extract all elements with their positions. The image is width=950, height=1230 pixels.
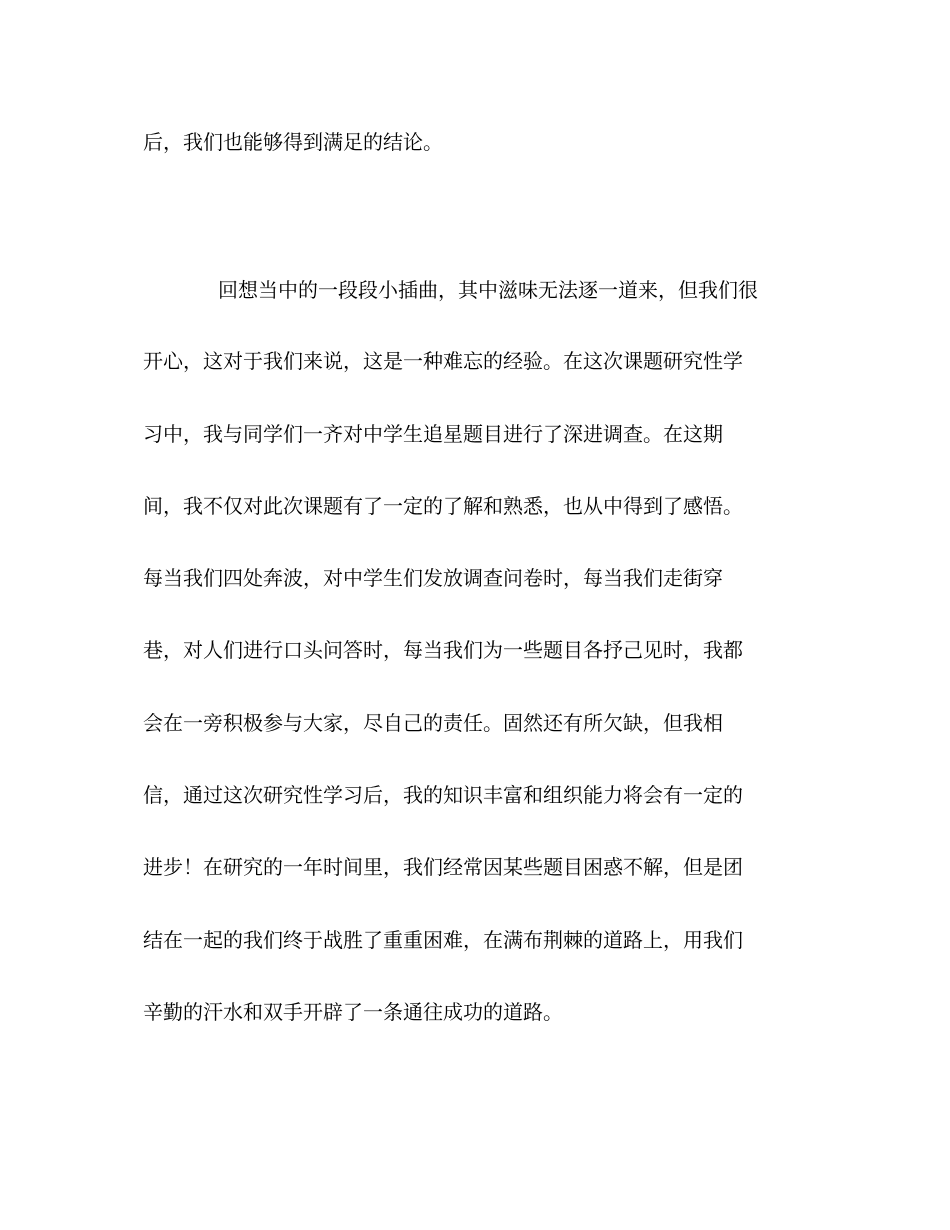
text-line: 信，通过这次研究性学习后，我的知识丰富和组织能力将会有一定的 bbox=[143, 783, 743, 807]
text-line: 后，我们也能够得到满足的结论。 bbox=[143, 130, 443, 154]
text-line: 间，我不仅对此次课题有了一定的了解和熟悉，也从中得到了感悟。 bbox=[143, 494, 743, 518]
text-line: 会在一旁积极参与大家，尽自己的责任。固然还有所欠缺，但我相 bbox=[143, 711, 723, 735]
text-line: 开心，这对于我们来说，这是一种难忘的经验。在这次课题研究性学 bbox=[143, 349, 743, 373]
text-line: 每当我们四处奔波，对中学生们发放调查问卷时，每当我们走街穿 bbox=[143, 566, 723, 590]
text-line: 习中，我与同学们一齐对中学生追星题目进行了深进调查。在这期 bbox=[143, 422, 723, 446]
text-line: 回想当中的一段段小插曲，其中滋味无法逐一道来，但我们很 bbox=[218, 278, 758, 302]
text-line: 进步！在研究的一年时间里，我们经常因某些题目困惑不解，但是团 bbox=[143, 855, 743, 879]
text-line: 辛勤的汗水和双手开辟了一条通往成功的道路。 bbox=[143, 1000, 563, 1024]
text-line: 结在一起的我们终于战胜了重重困难，在满布荆棘的道路上，用我们 bbox=[143, 928, 743, 952]
text-line: 巷，对人们进行口头问答时，每当我们为一些题目各抒己见时，我都 bbox=[143, 638, 743, 662]
